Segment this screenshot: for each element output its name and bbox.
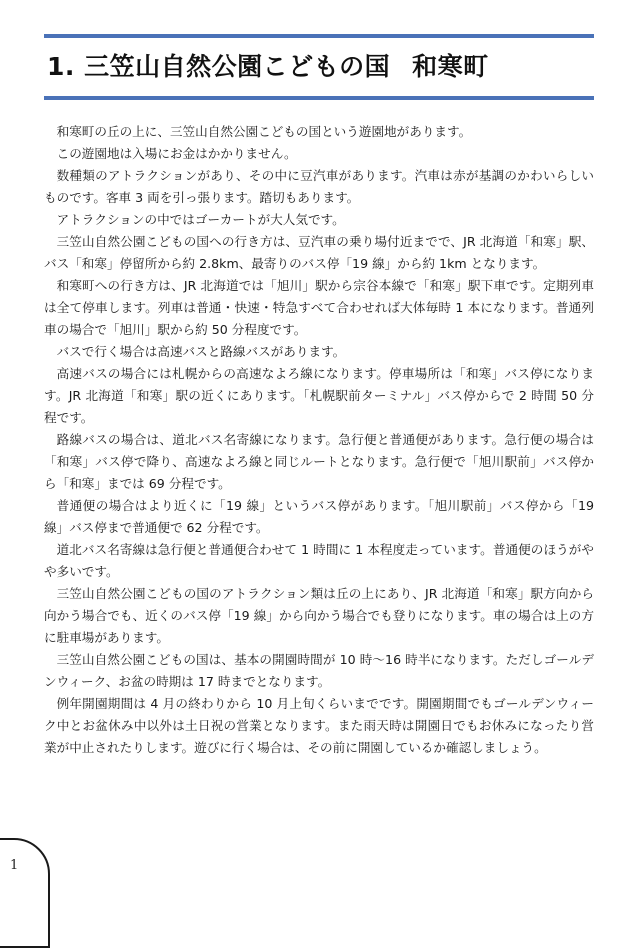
paragraph-10: 普通便の場合はより近くに「19 線」というバス停があります。「旭川駅前」バス停から「19 線」バス停まで普通便で 62 分程です。 [44, 498, 594, 535]
title-block [44, 34, 594, 100]
title-town: 和寒町 [412, 52, 489, 81]
title-name: 三笠山自然公園こどもの国 [84, 52, 391, 81]
paragraph-14: 例年開園期間は 4 月の終わりから 10 月上旬くらいまでです。開園期間でもゴールデンウィーク中とお盆休み中以外は土日祝の営業となります。また雨天時は開園日でもお休みになったり営業が中止されたりします。遊びに行く場合は、その前に開園しているか確認しましょう。 [44, 696, 594, 755]
paragraph-4: アトラクションの中ではゴーカートが大人気です。 [56, 212, 345, 227]
paragraph-12: 三笠山自然公園こどもの国のアトラクション類は丘の上にあり、JR 北海道「和寒」駅方向から向かう場合でも、近くのバス停「19 線」から向かう場合でも登りになります。車の場合は上の方に駐車場があります。 [44, 586, 594, 645]
paragraph-6: 和寒町への行き方は、JR 北海道では「旭川」駅から宗谷本線で「和寒」駅下車です。定期列車は全て停車します。列車は普通・快速・特急すべて合わせれば大体毎時 1 本になります。普通列車の場合で「旭川」駅から約 50 分程度です。 [44, 278, 594, 337]
paragraph-9: 路線バスの場合は、道北バス名寄線になります。急行便と普通便があります。急行便の場合は「和寒」バス停で降り、高速なよろ線と同じルートとなります。急行便で「旭川駅前」バス停から「和寒」までは 69 分程です。 [44, 432, 594, 491]
body-text [44, 121, 594, 759]
paragraph-13: 三笠山自然公園こどもの国は、基本の開園時間が 10 時～16 時半になります。ただしゴールデンウィーク、お盆の時期は 17 時までとなります。 [44, 652, 594, 689]
paragraph-3: 数種類のアトラクションがあり、その中に豆汽車があります。汽車は赤が基調のかわいらしいものです。客車 3 両を引っ張ります。踏切もあります。 [44, 168, 594, 205]
paragraph-2: この遊園地は入場にお金はかかりません。 [56, 146, 297, 161]
page-number-tab [0, 838, 50, 948]
paragraph-7: バスで行く場合は高速バスと路線バスがあります。 [56, 344, 346, 359]
paragraph-5: 三笠山自然公園こどもの国への行き方は、豆汽車の乗り場付近までで、JR 北海道「和寒」駅、バス「和寒」停留所から約 2.8km、最寄りのバス停「19 線」から約 1km となります。 [44, 234, 594, 271]
paragraph-1: 和寒町の丘の上に、三笠山自然公園こどもの国という遊園地があります。 [56, 124, 472, 139]
paragraph-11: 道北バス名寄線は急行便と普通便合わせて 1 時間に 1 本程度走っています。普通便のほうがやや多いです。 [44, 542, 594, 579]
paragraph-8: 高速バスの場合には札幌からの高速なよろ線になります。停車場所は「和寒」バス停になります。JR 北海道「和寒」駅の近くにあります。「札幌駅前ターミナル」バス停からで 2 時間 50 分程です。 [44, 366, 594, 425]
page-number: 1 [10, 858, 19, 873]
title-number: 1. [47, 52, 75, 81]
page-title [47, 51, 489, 83]
